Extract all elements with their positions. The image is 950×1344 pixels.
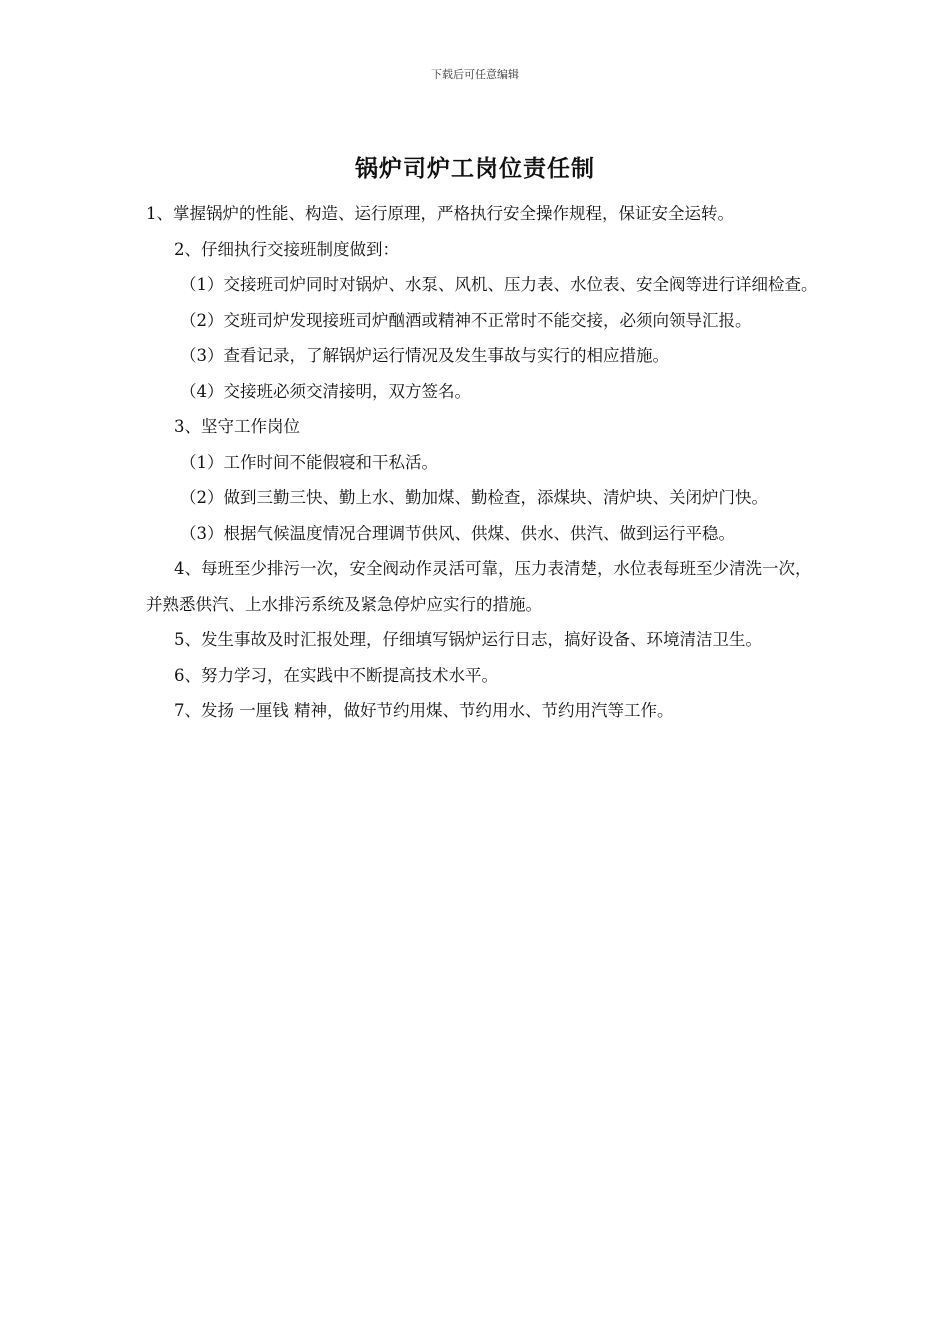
paragraph-3-2: （2）做到三勤三快、勤上水、勤加煤、勤检查，添煤块、清炉块、关闭炉门快。 [180, 488, 768, 507]
paragraph-4: 4、每班至少排污一次，安全阀动作灵活可靠，压力表清楚，水位表每班至少清洗一次，并熟悉供汽、上水排污系统及紧急停炉应实行的措施。 [146, 559, 812, 614]
paragraph-3: 3、坚守工作岗位 [174, 417, 300, 436]
paragraph-2: 2、仔细执行交接班制度做到： [174, 239, 399, 259]
paragraph-1: 1、掌握锅炉的性能、构造、运行原理，严格执行安全操作规程，保证安全运转。 [146, 204, 734, 223]
paragraph-2-2: （2）交班司炉发现接班司炉酗酒或精神不正常时不能交接，必须向领导汇报。 [180, 310, 752, 330]
header-note: 下载后可任意编辑 [431, 68, 519, 81]
paragraph-3-1: （1）工作时间不能假寝和干私活。 [180, 452, 438, 472]
document-body [146, 196, 826, 729]
paragraph-2-4: （4）交接班必须交清接明，双方签名。 [180, 381, 471, 401]
paragraph-6: 6、努力学习，在实践中不断提高技术水平。 [174, 665, 498, 685]
paragraph-5: 5、发生事故及时汇报处理，仔细填写锅炉运行日志，搞好设备、环境清洁卫生。 [174, 630, 762, 649]
document-title: 锅炉司炉工岗位责任制 [355, 156, 595, 182]
paragraph-2-1: （1）交接班司炉同时对锅炉、水泵、风机、压力表、水位表、安全阀等进行详细检查。 [180, 275, 818, 294]
paragraph-3-3: （3）根据气候温度情况合理调节供风、供煤、供水、供汽、做到运行平稳。 [180, 523, 735, 543]
paragraph-2-3: （3）查看记录，了解锅炉运行情况及发生事故与实行的相应措施。 [180, 346, 669, 365]
paragraph-7: 7、发扬 一厘钱 精神，做好节约用煤、节约用水、节约用汽等工作。 [174, 701, 674, 720]
